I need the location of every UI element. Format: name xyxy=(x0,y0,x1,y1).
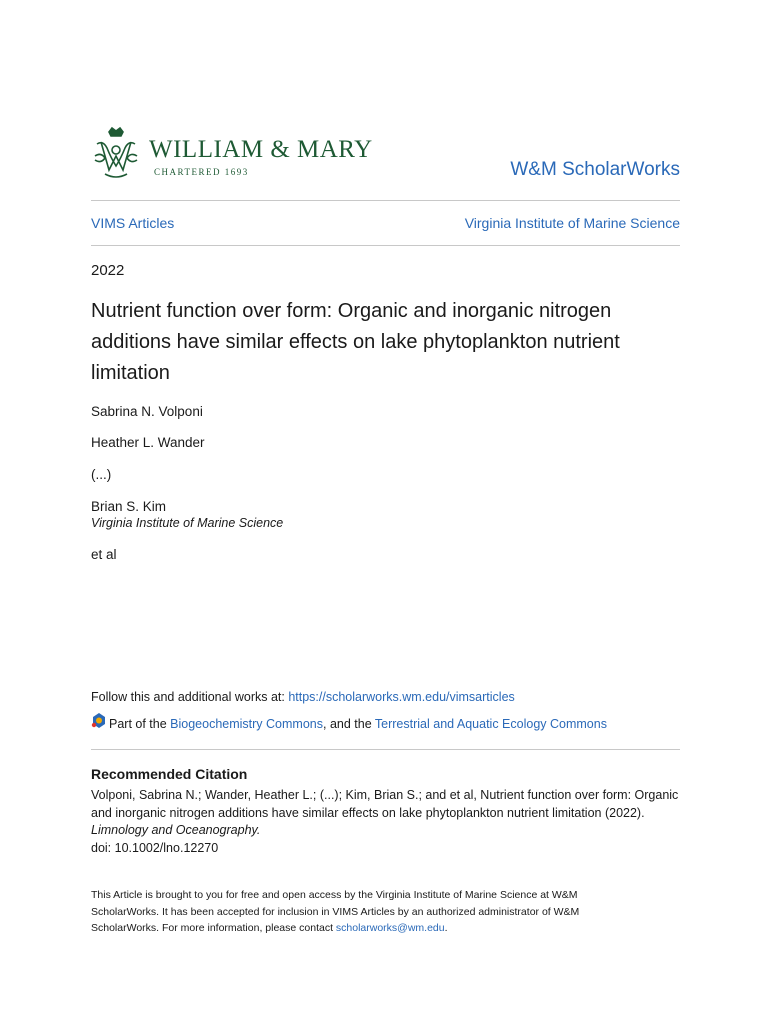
author-affiliation: Virginia Institute of Marine Science xyxy=(91,516,284,530)
notice-line xyxy=(91,920,680,937)
divider xyxy=(91,749,680,750)
biogeochemistry-commons-link[interactable]: Biogeochemistry Commons xyxy=(170,717,323,731)
network-commons-icon xyxy=(91,712,107,730)
title-line: additions have similar effects on lake phytoplankton nutrient xyxy=(91,331,620,353)
article-title xyxy=(91,296,680,389)
notice-contact-text: ScholarWorks. For more information, please contact xyxy=(91,922,336,934)
scholarworks-link[interactable]: W&M ScholarWorks xyxy=(510,159,680,180)
citation-line: Volponi, Sabrina N.; Wander, Heather L.; (...); Kim, Brian S.; and et al, Nutrient function over form: Organic xyxy=(91,788,679,802)
citation-line: and inorganic nitrogen additions have similar effects on lake phytoplankton nutrient limitation (2022). xyxy=(91,805,645,820)
part-of-middle: , and the xyxy=(323,717,375,731)
citation-doi: doi: 10.1002/lno.12270 xyxy=(91,840,219,855)
access-notice xyxy=(91,887,680,937)
author-name: et al xyxy=(91,547,117,562)
follow-line xyxy=(91,690,515,704)
ecology-commons-link[interactable]: Terrestrial and Aquatic Ecology Commons xyxy=(374,717,607,731)
notice-period: . xyxy=(444,922,448,934)
title-line: Nutrient function over form: Organic and inorganic nitrogen xyxy=(91,300,612,322)
william-mary-logo[interactable] xyxy=(91,126,373,182)
repository-url-link[interactable]: https://scholarworks.wm.edu/vimsarticles xyxy=(288,690,515,704)
title-line: limitation xyxy=(91,362,170,384)
divider xyxy=(91,200,680,201)
part-of-prefix: Part of the xyxy=(109,717,171,731)
logo-wordmark: WILLIAM & MARY xyxy=(149,136,373,163)
publication-year: 2022 xyxy=(91,262,125,279)
institute-link[interactable]: Virginia Institute of Marine Science xyxy=(464,215,680,231)
cypher-crest-icon xyxy=(91,126,141,182)
divider xyxy=(91,245,680,246)
author-name: Sabrina N. Volponi xyxy=(91,404,203,419)
vims-articles-link[interactable]: VIMS Articles xyxy=(91,215,175,231)
logo-chartered-text: CHARTERED 1693 xyxy=(154,167,249,177)
recommended-citation-heading: Recommended Citation xyxy=(91,766,248,782)
citation-journal: Limnology and Oceanography. xyxy=(91,823,261,837)
follow-label: Follow this and additional works at: xyxy=(91,690,289,704)
author-name: (...) xyxy=(91,467,112,482)
notice-line: ScholarWorks. It has been accepted for inclusion in VIMS Articles by an authorized administrator of W&M xyxy=(91,905,580,918)
author-name: Heather L. Wander xyxy=(91,435,205,450)
cover-page xyxy=(91,0,680,1024)
notice-line: This Article is brought to you for free and open access by the Virginia Institute of Marine Science at W&M xyxy=(91,889,578,901)
contact-email-link[interactable]: scholarworks@wm.edu xyxy=(335,922,445,934)
citation-text xyxy=(91,787,680,857)
author-name: Brian S. Kim xyxy=(91,499,167,514)
